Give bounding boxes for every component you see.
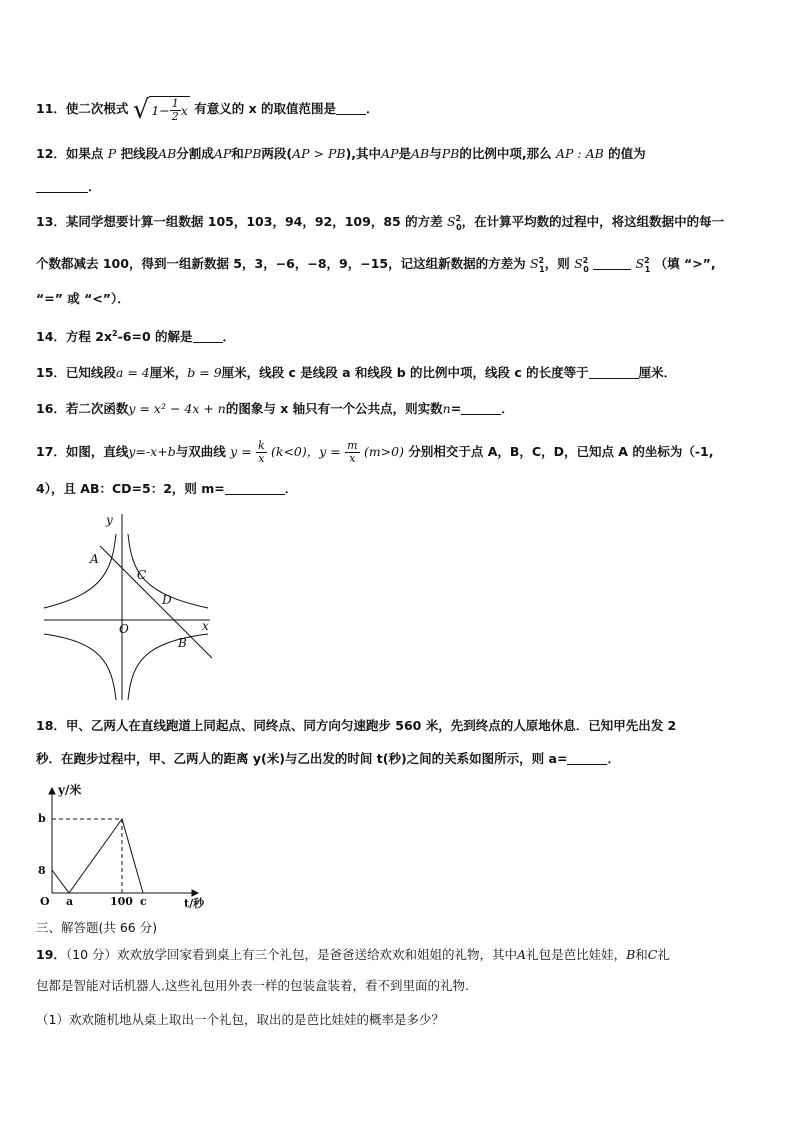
q12-number: 12． [36,146,66,161]
label-C: C [137,568,147,582]
label-100: 100 [110,895,133,908]
q19-number: 19． [36,947,66,962]
hyperbola-m-branch3 [44,534,116,608]
question-17-line2: 4），且 AB：CD=5：2，则 m= ． [36,481,298,496]
q18-figure [32,782,222,912]
question-12-blank-line: ． [36,178,101,196]
label-B: B [178,636,187,650]
q17-answer-blank[interactable] [225,482,285,495]
q17-number: 17． [36,444,66,459]
label-8: 8 [38,864,46,877]
question-13-line3: “=” 或 “<”）． [36,291,130,306]
q11-number: 11． [36,101,66,116]
question-16: 16．若二次函数y = x² − 4x + n的图象与 x 轴只有一个公共点，则实数n= ． [36,401,514,416]
label-y: y [106,513,113,527]
question-19-part1: （1）欢欢随机地从桌上取出一个礼包，取出的是芭比娃娃的概率是多少？ [36,1012,444,1027]
question-19-line1: 19．（10 分）欢欢放学回家看到桌上有三个礼包，是爸爸送给欢欢和姐姐的礼物，其中A礼包是芭比娃娃，B和C礼 [36,947,670,962]
q13-number: 13． [36,214,66,229]
q16-answer-blank[interactable] [461,402,501,415]
q11-answer-blank[interactable] [336,102,366,115]
hyperbola-k-branch2 [44,634,116,700]
q13-answer-blank[interactable] [593,257,631,270]
y-axis-arrow [49,788,55,794]
label-y: y/米 [58,783,82,797]
question-11: 11．使二次根式 √ 1− $\frac{1}{2}$ x 有意义的 x 的取值范围是 ． [36,94,379,125]
q17-figure [40,512,220,702]
label-t: t/秒 [184,897,205,910]
section-heading: 三、解答题(共 66 分) [36,920,158,935]
q18-number: 18． [36,718,66,733]
label-c: c [140,895,147,908]
question-14: 14．方程 $2x^2-6=0$ 的解是 ． [36,328,236,344]
question-12: 12．如果点 P 把线段AB分割成AP和PB两段(AP > PB),其中AP是AB与PB的比例中项,那么 AP : AB 的值为 [36,146,646,161]
question-15: 15．已知线段a = 4厘米，b = 9厘米，线段 c 是线段 a 和线段 b 的比例中项，线段 c 的长度等于 厘米． [36,365,677,380]
q14-number: 14． [36,329,66,344]
distance-graph [52,819,143,893]
q15-number: 15． [36,365,66,380]
label-x: x [202,619,209,633]
question-13-line2: 个数都减去 100，得到一组新数据 5，3，−6，−8，9，−15，记这组新数据的方差为 $S^2_1$，则 $S^2_0$ $S^2_1$ （填 “>”, [36,255,716,274]
q11-radical: √ 1− $\frac{1}{2}$ x [132,94,188,125]
question-13-line1: 13．某同学想要计算一组数据 105，103，94，92，109，85 的方差 $S^2_0$，在计算平均数的过程中，将这组数据中的每一 [36,213,725,232]
q14-answer-blank[interactable] [193,330,223,343]
label-O: O [40,895,50,908]
q16-number: 16． [36,401,66,416]
label-A: A [90,552,99,566]
q15-answer-blank[interactable] [589,366,639,379]
t-axis-arrow [192,890,198,896]
label-a: a [66,895,74,908]
question-17-line1: 17．如图，直线y=-x+b与双曲线 y = $\frac{k}{x}$ (k<0)，y = $\frac{m}{x}$ (m>0) 分别相交于点 A，B，C，D，已知点 A 的坐标为（-1, [36,439,714,465]
label-O: O [119,622,129,636]
label-D: D [162,593,172,607]
line-y-neg-x-plus-b [100,546,212,658]
label-b: b [38,812,46,825]
q18-answer-blank[interactable] [567,752,607,765]
hyperbola-k-branch4 [128,634,208,700]
question-18-line1: 18．甲、乙两人在直线跑道上同起点、同终点、同方向匀速跑步 560 米，先到终点的人原地休息．已知甲先出发 2 [36,718,677,733]
question-19-line2: 包都是智能对话机器人.这些礼包用外表一样的包装盒装着，看不到里面的礼物. [36,978,469,993]
question-18-line2: 秒．在跑步过程中，甲、乙两人的距离 y(米)与乙出发的时间 t(秒)之间的关系如图所示，则 a= ． [36,751,620,766]
q12-answer-blank[interactable] [36,180,88,193]
